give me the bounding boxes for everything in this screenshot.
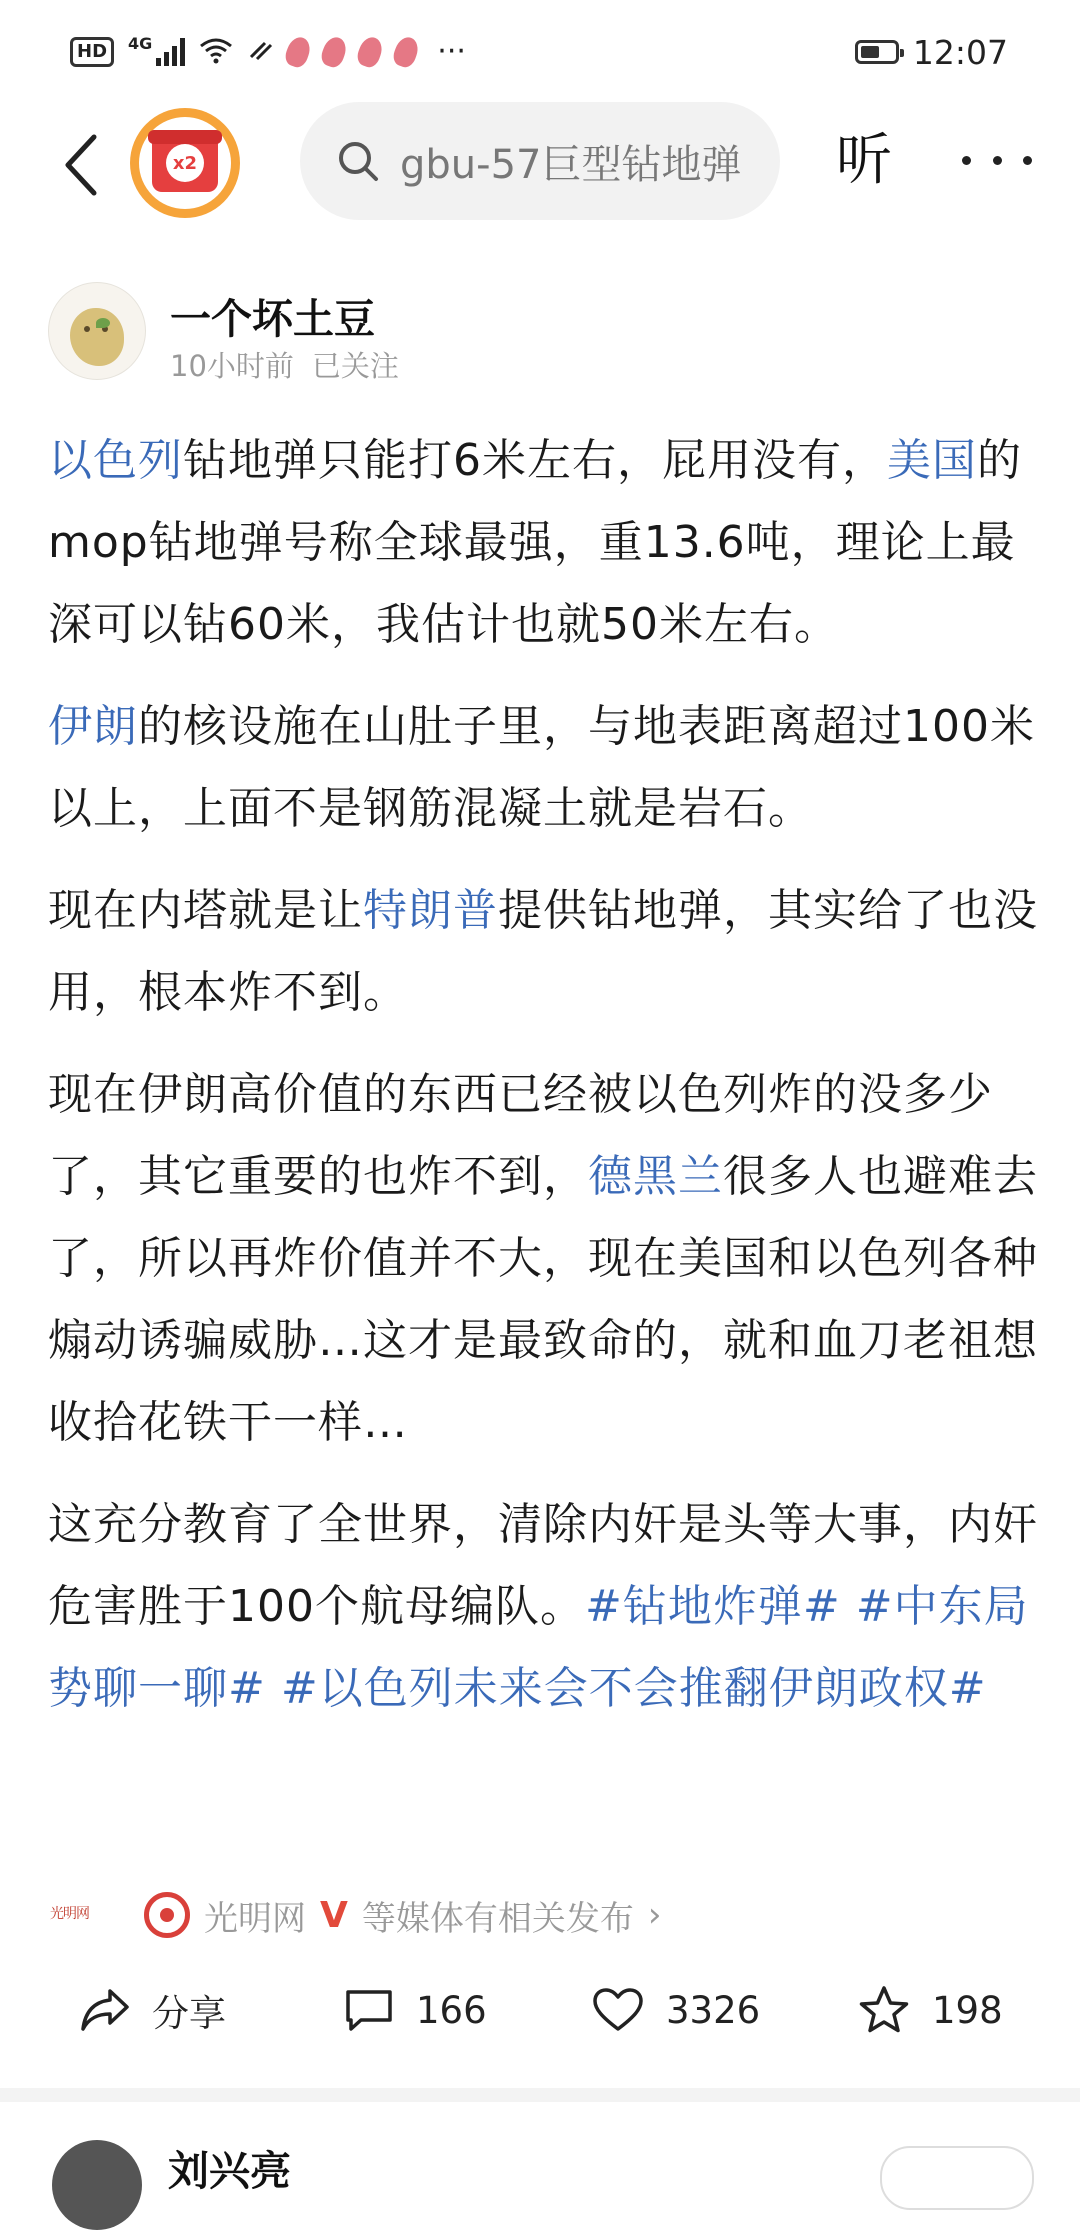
next-follow-button[interactable] [880,2146,1034,2210]
article-body [48,420,1038,1750]
paragraph [48,420,1038,666]
paragraph [48,1484,1038,1730]
status-right [855,30,1008,74]
paragraph-text: 很多人也避难去了，所以再炸价值并不大，现在美国和以色列各种煽动诱骗威胁…这才是最致命的，就和血刀老祖想收拾花铁干一样… [48,1151,1038,1448]
paragraph-text: 提供钻地弹，其实给了也没用，根本炸不到。 [48,885,1038,1018]
comment-icon [344,1987,394,2033]
verified-v-icon: V [320,1894,348,1936]
app-notification-icon [391,34,422,70]
hashtag-link[interactable]: #以色列未来会不会推翻伊朗政权# [280,1663,987,1714]
chevron-left-icon [60,133,100,197]
next-post-card[interactable] [0,2102,1080,2195]
next-author-name[interactable]: 刘兴亮 [168,2147,291,2195]
topic-link-tehran[interactable]: 德黑兰 [588,1151,723,1202]
hashtag-link[interactable]: #中东局势聊一聊# [48,1581,1029,1714]
paragraph-text: 的mop钻地弹号称全球最强，重13.6吨，理论上最深可以钻60米，我估计也就50米左右。 [48,435,1022,650]
share-label: 分享 [152,1992,226,2035]
data-transfer-icon [247,37,273,67]
status-left [70,30,466,74]
app-notification-icon [319,34,350,70]
next-author-avatar[interactable] [52,2140,142,2230]
media-source-tail: 等媒体有相关发布 [361,1898,634,1939]
more-dot [993,156,1002,165]
search-icon [334,137,382,185]
author-header [48,282,1028,382]
comment-button[interactable] [344,1972,487,2048]
section-divider [0,2088,1080,2102]
app-notification-icon [283,34,314,70]
share-icon [80,1987,130,2033]
star-icon [858,1985,910,2035]
signal-bars-icon [156,38,185,66]
follow-status[interactable]: 已关注 [311,349,399,383]
potato-avatar-icon [70,308,124,366]
paragraph-text: 这充分教育了全世界，清除内奸是头等大事，内奸危害胜于100个航母编队。 [48,1499,1038,1632]
topic-link-israel[interactable]: 以色列 [48,435,183,486]
author-avatar[interactable] [48,282,146,380]
paragraph-text: 的核设施在山肚子里，与地表距离超过100米以上，上面不是钢筋混凝土就是岩石。 [48,701,1035,834]
hashtag-link[interactable]: #钻地炸弹# [584,1581,841,1632]
more-dot [1023,156,1032,165]
topic-link-iran[interactable]: 伊朗 [48,701,138,752]
gift-badge-inner [139,117,231,209]
battery-icon [855,40,899,64]
reward-gift-button[interactable] [130,108,240,218]
media-logo-text: 光明网 [50,1906,89,1922]
paragraph [48,1054,1038,1464]
paragraph-text: 钻地弹只能打6米左右，屁用没有， [183,435,887,486]
paragraph [48,870,1038,1034]
like-count: 3326 [666,1988,761,2032]
paragraph-text: 现在伊朗高价值的东西已经被以色列炸的没多少了，其它重要的也炸不到， [48,1069,993,1202]
media-source-row[interactable] [50,1885,661,1945]
like-button[interactable] [592,1972,760,2048]
app-notification-icon [355,34,386,70]
paragraph-text: 现在内塔就是让 [48,885,363,936]
heart-icon [592,1987,644,2033]
reward-multiplier: x2 [166,144,204,182]
search-bar[interactable] [300,102,780,220]
author-meta [170,344,399,385]
gift-icon [152,134,218,192]
media-logo [50,1895,130,1935]
listen-button[interactable]: 听 [836,128,892,193]
favorite-count: 198 [932,1988,1003,2032]
paragraph [48,686,1038,850]
hd-indicator: HD [70,37,114,67]
more-dot [962,156,971,165]
comment-count: 166 [416,1988,487,2032]
media-source-name: 光明网 [204,1898,306,1939]
top-nav-bar [0,100,1080,230]
clock: 12:07 [912,32,1008,72]
favorite-button[interactable] [858,1972,1003,2048]
share-button[interactable] [80,1972,226,2048]
more-options-button[interactable] [962,130,1032,190]
status-bar [0,0,1080,100]
author-name[interactable]: 一个坏土豆 [170,295,375,343]
action-bar [0,1972,1080,2048]
post-time: 10小时前 [170,349,294,383]
topic-link-usa[interactable]: 美国 [887,435,977,486]
media-source-icon [144,1892,190,1938]
more-notifications-indicator: ··· [437,34,466,69]
wifi-icon [199,36,233,68]
chevron-right-icon: › [647,1895,662,1935]
back-button[interactable] [40,125,120,205]
network-type-label: 4G [128,34,153,53]
search-query-text: gbu-57巨型钻地弹 [400,141,742,188]
topic-link-trump[interactable]: 特朗普 [363,885,498,936]
